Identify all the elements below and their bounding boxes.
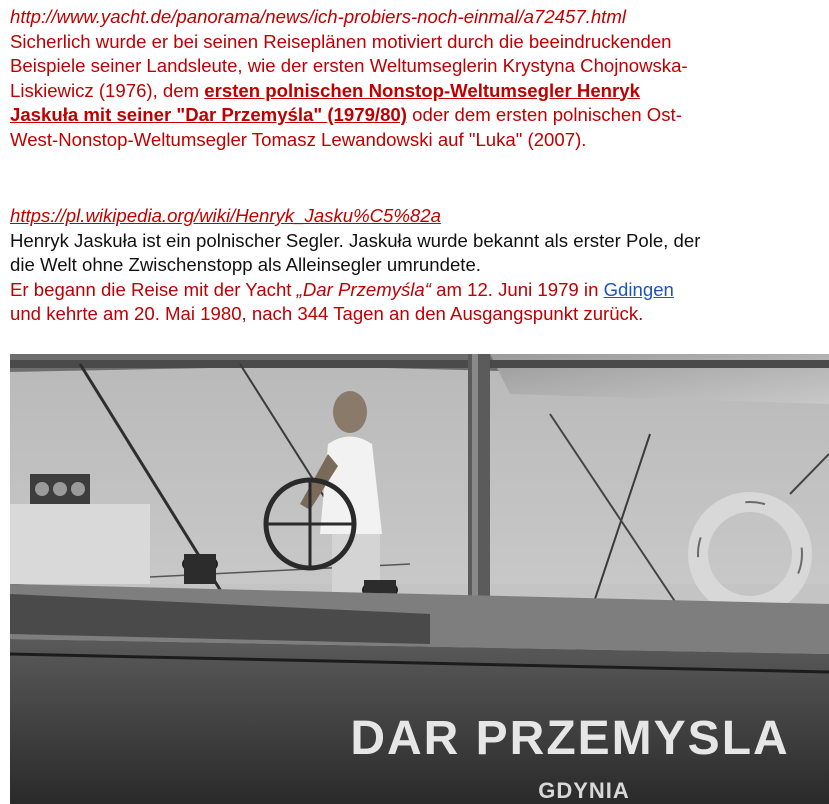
yacht-photo [10,354,829,804]
excerpt-line-3-start: Liskiewicz (1976), dem [10,79,205,101]
wiki-line-3-start: Er begann die Reise mit der Yacht [10,278,297,300]
gdingen-link[interactable]: Gdingen [603,278,674,300]
excerpt-line-4-end: oder dem ersten polnischen Ost- [406,104,682,125]
wiki-line-3-mid: am 12. Juni 1979 in [430,278,604,300]
wiki-line-4: und kehrte am 20. Mai 1980, nach 344 Tagen an den Ausgangspunkt zurück. [10,303,644,324]
hull-port-lettering: GDYNIA [538,778,630,803]
boom [10,360,829,368]
wiki-line-3 [10,278,822,303]
hull-name-lettering: DAR PRZEMYSLA [350,712,790,765]
excerpt-line-2: Beispiele seiner Landsleute, wie der ersten Weltumseglerin Krystyna Chojnowska- [10,55,688,76]
deck-house [10,504,150,584]
yacht-name-quote: „Dar Przemyśla“ [296,278,431,300]
wiki-line-2: die Welt ohne Zwischenstopp als Alleinsegler umrundete. [10,254,481,275]
source-url-wikipedia[interactable]: https://pl.wikipedia.org/wiki/Henryk_Jasku%C5%82a [10,205,441,226]
wiki-line-1: Henryk Jaskuła ist ein polnischer Segler. Jaskuła wurde bekannt als erster Pole, der [10,229,701,251]
excerpt-line-4 [10,103,822,128]
excerpt-line-5: West-Nonstop-Weltumsegler Tomasz Lewandowski auf "Luka" (2007). [10,128,587,150]
highlighted-phrase-part-1: ersten polnischen Nonstop-Weltumsegler Henryk [204,79,640,101]
source-url-yacht-de[interactable]: http://www.yacht.de/panorama/news/ich-probiers-noch-einmal/a72457.html [10,6,626,27]
yacht-photo-drawing [10,354,829,804]
article-excerpt-wikipedia [10,204,822,327]
article-excerpt-yacht-de [10,5,822,152]
excerpt-line-3 [10,79,822,104]
mast [468,354,490,614]
excerpt-line-1: Sicherlich wurde er bei seinen Reiseplänen motiviert durch die beeindruckenden [10,30,672,52]
highlighted-phrase-part-2: Jaskuła mit seiner "Dar Przemyśla" (1979/80) [10,104,407,125]
